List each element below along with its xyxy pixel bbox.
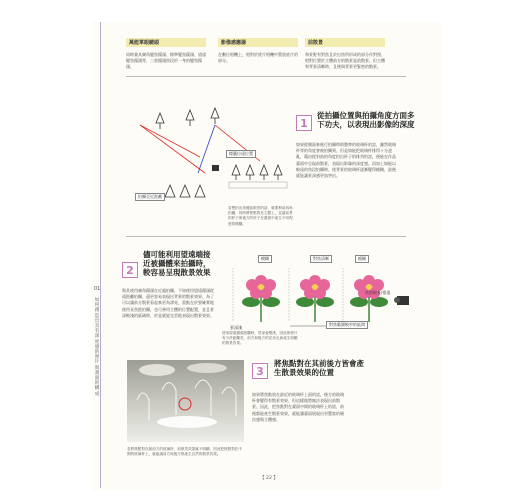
section-number-3: 3 bbox=[252, 363, 268, 379]
section-title-1: 從拍攝位置與拍攝角度方面多下功夫，以表現出影像的深度 bbox=[317, 111, 415, 129]
section-body-3: 如果將焦點放在最近的玻璃杯上面的話，後方的玻璃杯會變得有散景效果，但這樣做將無法表現出前散景。因此，把焦點對在畫面中間的玻璃杯上的話，前後都能產生散景效果，就能讓畫面展現出更豐富的層次感與立體感。 bbox=[252, 392, 344, 422]
ray-red bbox=[140, 125, 205, 173]
label-blur: 模糊 bbox=[258, 255, 272, 263]
margin-line bbox=[100, 22, 101, 488]
section-title-3: 將焦點對在其前後方皆會產生散景效果的位置 bbox=[274, 359, 364, 377]
glass-row-front bbox=[165, 185, 205, 197]
flower-1 bbox=[242, 275, 280, 322]
label-focus: 對焦清晰 bbox=[310, 255, 332, 263]
glossary-desc: 在數位相機上，相對於底片相機中置放底片的部分。 bbox=[218, 52, 298, 63]
diagram2-caption: 使用望遠鏡頭拍攝時，景深會變淺，因此即使只有少許距離差，前方和後方的花朵也會產生明顯的散景效果。 bbox=[222, 331, 298, 346]
glasses-near-view bbox=[228, 160, 288, 200]
chapter-number: 01 bbox=[94, 286, 101, 292]
chapter-title: 如何創造出具有深度感的照片與畫面的構成 bbox=[94, 298, 100, 397]
glossary-term: 影像感應器 bbox=[218, 38, 298, 47]
label-blur-2: 模糊 bbox=[355, 255, 369, 263]
glossary-item-3 bbox=[305, 38, 385, 70]
glossary-desc: 和景野有對焦且於出焦所形成的部分作對照，相對位置於主體前方的散景是前散景，但主體和背景清晰時，且後與背景更緊密的散景。 bbox=[305, 52, 385, 69]
section-body-2: 與其使用廣角鏡頭在近處拍攝，不如使用望遠鏡頭從遠距離拍攝，還更容易表現出背景的散景效果。為了可以讓前方散景看起來更為漂亮，重點在於要確實地使用長焦距拍攝，也可善用主體的位置配置，並且景深較淺的區域時，於是就能完美地表現出散景效果。 bbox=[122, 288, 214, 318]
page-number: 【 22 】 bbox=[260, 476, 278, 481]
glossary-term: 萬能單眼鏡頭 bbox=[126, 38, 206, 47]
section-title-2: 儘可能利用望遠端接近被攝體來拍攝時，較容易呈現散景效果 bbox=[143, 250, 211, 277]
label-far: 標籤拉遠位置 bbox=[226, 150, 256, 158]
diagram1-caption: 若想拍出美麗前散景的話，就要利用斜角拍攝，同時將焦點對在主體上，並讓前景的杯子與後方的杯子在畫面中產生不同程度的模糊。 bbox=[228, 206, 293, 226]
flower-2 bbox=[296, 275, 334, 322]
photo-caption: 若將焦點對在最前方的玻璃杯，前散景效果就不明顯，因此把焦點對在中間的玻璃杯上，就能讓前方與後方都產生自然的散景效果。 bbox=[127, 447, 242, 457]
label-camera: 焦距較長/望遠 bbox=[365, 290, 391, 295]
label-focus-range: 對焦範圍較窄的區間 bbox=[326, 321, 368, 329]
glossary-item-1 bbox=[126, 38, 206, 70]
glossary-desc: 同時兼具廣角變焦鏡頭、標準變焦鏡頭、望遠變焦鏡頭等，三款鏡頭焦段於一身的變焦鏡頭。 bbox=[126, 52, 206, 69]
flower-depth-diagram bbox=[225, 262, 415, 332]
label-near: 拍攝至近距離 bbox=[135, 193, 165, 201]
glass-row-top bbox=[156, 108, 219, 129]
glasses-photo bbox=[127, 360, 244, 442]
section-number-2: 2 bbox=[122, 262, 138, 278]
camera-icon bbox=[212, 165, 219, 171]
glossary-item-2 bbox=[218, 38, 298, 64]
glossary-divider bbox=[126, 76, 406, 77]
flower-3 bbox=[350, 275, 391, 322]
section-number-1: 1 bbox=[296, 115, 312, 131]
section-divider bbox=[126, 236, 406, 237]
glossary-term: 前散景 bbox=[305, 38, 385, 47]
section-body-1: 如果從側面來進行拍攝時則整齊的玻璃杯的話，雖然玻璃杯等的角度會被拍攝到。但是如能把玻璃杯排得十分凌亂，藉由從斜前的角度拍出杯子的排列的話，便能在作品畫面中呈現前散景，表現出影像的深度感。再加上如能以較遠的焦段拍攝時，使背景的玻璃杯逐漸變得模糊，最後就能讓景深感更加突出。 bbox=[296, 142, 396, 179]
label-short-dof: 景深淺 bbox=[230, 325, 242, 330]
